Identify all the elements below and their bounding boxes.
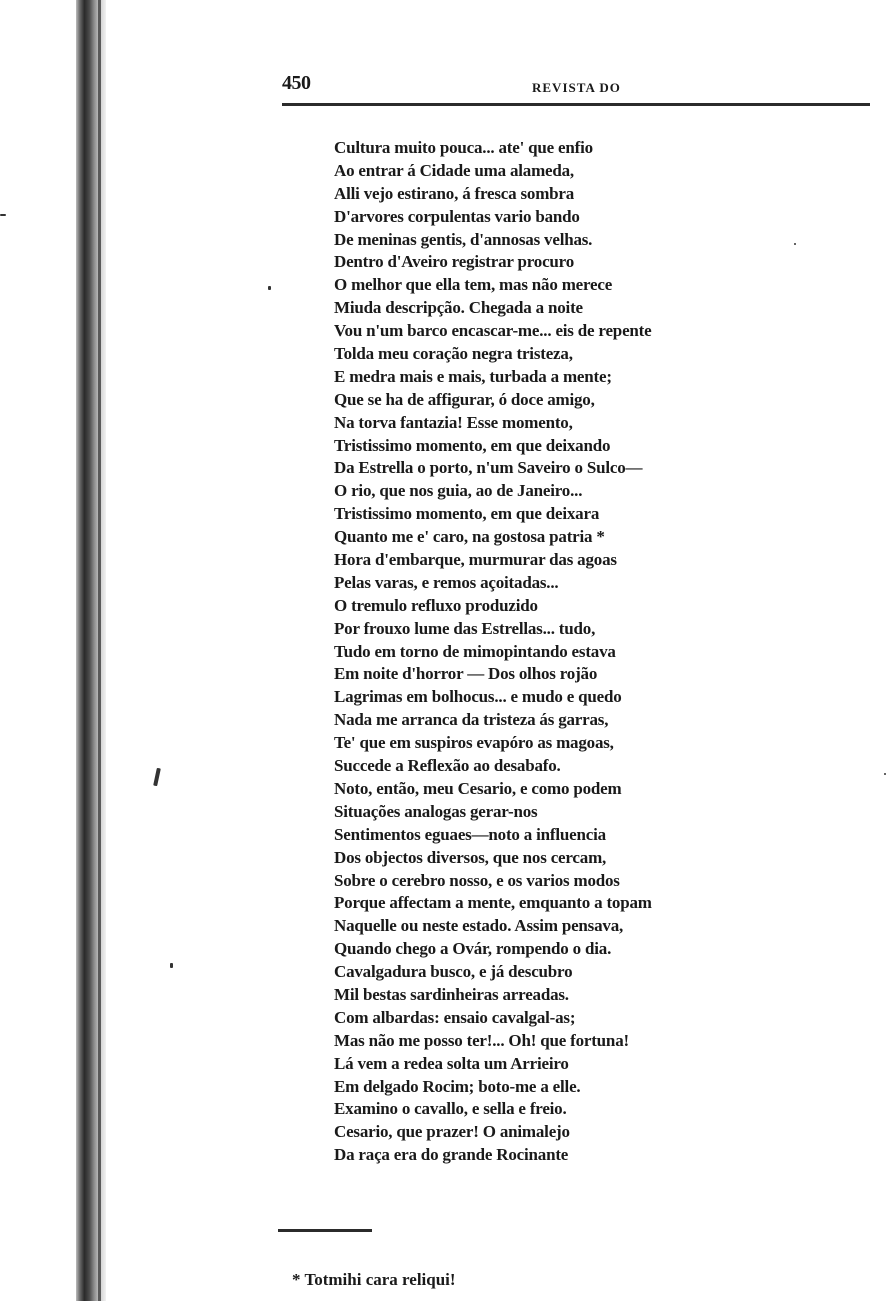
poem-line: D'arvores corpulentas vario bando <box>334 206 580 226</box>
poem-line: Na torva fantazia! Esse momento, <box>334 412 573 432</box>
poem-line: Tristissimo momento, em que deixara <box>334 504 600 524</box>
ink-speck <box>0 214 6 216</box>
poem-line: O melhor que ella tem, mas não merece <box>334 275 613 295</box>
poem-line: Da Estrella o porto, n'um Saveiro o Sulco— <box>334 458 643 478</box>
header-rule <box>282 103 870 106</box>
footnote-rule <box>278 1229 372 1232</box>
poem-line: Dentro d'Aveiro registrar procuro <box>334 252 575 272</box>
poem-line: Quanto me e' caro, na gostosa patria * <box>334 527 605 547</box>
poem-line: Com albardas: ensaio cavalgal-as; <box>334 1007 576 1027</box>
poem-line: Em noite d'horror — Dos olhos rojão <box>334 664 598 684</box>
page-header <box>282 72 870 108</box>
page-number: 450 <box>282 72 311 94</box>
poem-line: Nada me arranca da tristeza ás garras, <box>334 710 609 730</box>
poem-line: E medra mais e mais, turbada a mente; <box>334 366 612 386</box>
ink-speck <box>153 768 161 786</box>
poem-line: Da raça era do grande Rocinante <box>334 1145 569 1165</box>
poem-line: Quando chego a Ovár, rompendo o dia. <box>334 939 612 959</box>
poem-line: Tudo em torno de mimopintando estava <box>334 641 616 661</box>
poem-line: Succede a Reflexão ao desabafo. <box>334 756 561 776</box>
poem-line: Pelas varas, e remos açoitadas... <box>334 572 559 592</box>
poem-line: Cavalgadura busco, e já descubro <box>334 962 573 982</box>
poem-line: Cesario, que prazer! O animalejo <box>334 1122 570 1142</box>
poem-line: Em delgado Rocim; boto-me a elle. <box>334 1076 581 1096</box>
poem-line: Que se ha de affigurar, ó doce amigo, <box>334 389 595 409</box>
poem-line: O rio, que nos guia, ao de Janeiro... <box>334 481 583 501</box>
footnote: * Totmihi cara reliqui! <box>292 1270 456 1289</box>
poem-line: Lagrimas em bolhocus... e mudo e quedo <box>334 687 622 707</box>
poem-line: Situações analogas gerar-nos <box>334 801 538 821</box>
poem-line: Porque affectam a mente, emquanto a topam <box>334 893 652 913</box>
ink-speck <box>794 243 796 245</box>
ink-speck <box>268 286 271 290</box>
poem-line: Hora d'embarque, murmurar das agoas <box>334 550 617 570</box>
poem-line: Ao entrar á Cidade uma alameda, <box>334 160 574 180</box>
poem-line: Miuda descripção. Chegada a noite <box>334 298 583 318</box>
poem-body <box>334 137 714 1167</box>
book-spine-shadow <box>76 0 106 1301</box>
poem-line: Examino o cavallo, e sella e freio. <box>334 1099 567 1119</box>
poem-line: Sentimentos eguaes—noto a influencia <box>334 824 606 844</box>
poem-line: Mil bestas sardinheiras arreadas. <box>334 984 569 1004</box>
poem-line: Naquelle ou neste estado. Assim pensava, <box>334 916 624 936</box>
poem-line: Vou n'um barco encascar-me... eis de repente <box>334 321 652 341</box>
poem-line: Dos objectos diversos, que nos cercam, <box>334 847 607 867</box>
poem-line: Te' que em suspiros evapóro as magoas, <box>334 733 614 753</box>
poem-line: Por frouxo lume das Estrellas... tudo, <box>334 618 596 638</box>
poem-line: Noto, então, meu Cesario, e como podem <box>334 778 622 798</box>
poem-line: Alli vejo estirano, á fresca sombra <box>334 183 575 203</box>
poem-line: O tremulo refluxo produzido <box>334 595 538 615</box>
gutter-line <box>98 0 101 1301</box>
poem-line: Cultura muito pouca... ate' que enfio <box>334 138 593 157</box>
poem-line: Lá vem a redea solta um Arrieiro <box>334 1053 569 1073</box>
running-head: REVISTA DO <box>532 80 621 95</box>
poem-line: Mas não me posso ter!... Oh! que fortuna! <box>334 1030 629 1050</box>
poem-line: Sobre o cerebro nosso, e os varios modos <box>334 870 620 890</box>
poem-line: De meninas gentis, d'annosas velhas. <box>334 229 593 249</box>
poem-line: Tolda meu coração negra tristeza, <box>334 344 573 364</box>
ink-speck <box>170 963 173 968</box>
ink-speck <box>884 773 886 775</box>
poem-line: Tristissimo momento, em que deixando <box>334 435 611 455</box>
